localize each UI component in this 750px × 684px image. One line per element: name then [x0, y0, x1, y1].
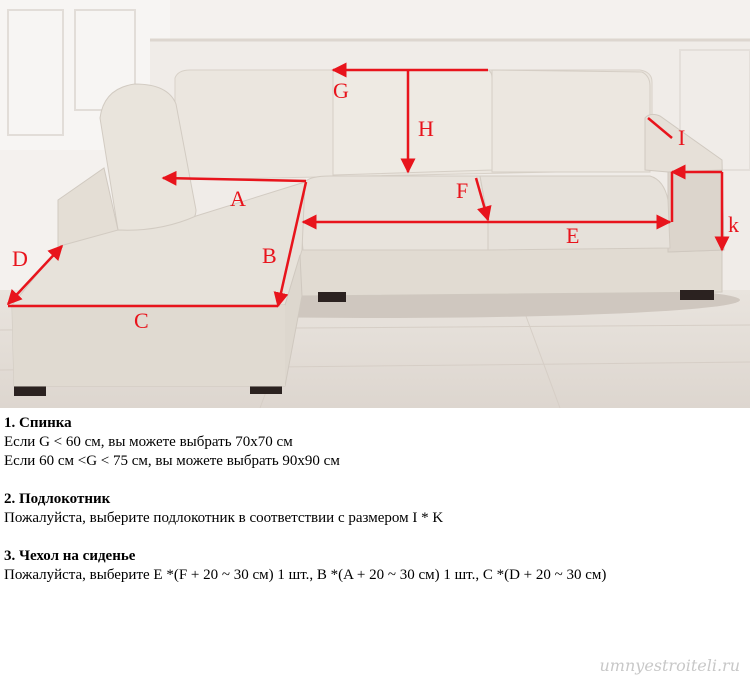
watermark: umnyestroiteli.ru: [599, 656, 740, 675]
label-g: G: [333, 78, 349, 103]
label-k: k: [728, 212, 739, 237]
sofa-leg: [318, 292, 346, 302]
label-h: H: [418, 116, 434, 141]
instructions: [4, 414, 746, 604]
section-armrest: [4, 490, 746, 528]
label-a: A: [230, 186, 246, 211]
section-title: 2. Подлокотник: [4, 491, 111, 507]
section-seat-cover: [4, 547, 746, 585]
label-e: E: [566, 223, 580, 248]
label-c: C: [134, 308, 149, 333]
label-b: B: [262, 243, 277, 268]
label-f: F: [456, 178, 469, 203]
section-line: Если G < 60 см, вы можете выбрать 70x70 см: [4, 434, 293, 450]
label-i: I: [678, 125, 686, 150]
sofa-base: [300, 246, 722, 296]
section-backrest: [4, 414, 746, 471]
label-d: D: [12, 246, 28, 271]
back-cushion: [492, 70, 650, 172]
section-line: Пожалуйста, выберите E *(F + 20 ~ 30 см) 1 шт., B *(A + 20 ~ 30 см) 1 шт., C *(D + 20 ~ 30 см): [4, 567, 607, 583]
section-line: Если 60 см <G < 75 см, вы можете выбрать 90x90 см: [4, 453, 340, 469]
section-line: Пожалуйста, выберите подлокотник в соответствии с размером I * K: [4, 510, 444, 526]
back-cushion: [333, 70, 492, 175]
sofa-leg: [680, 290, 714, 300]
section-title: 1. Спинка: [4, 415, 72, 431]
section-title: 3. Чехол на сиденье: [4, 548, 136, 564]
